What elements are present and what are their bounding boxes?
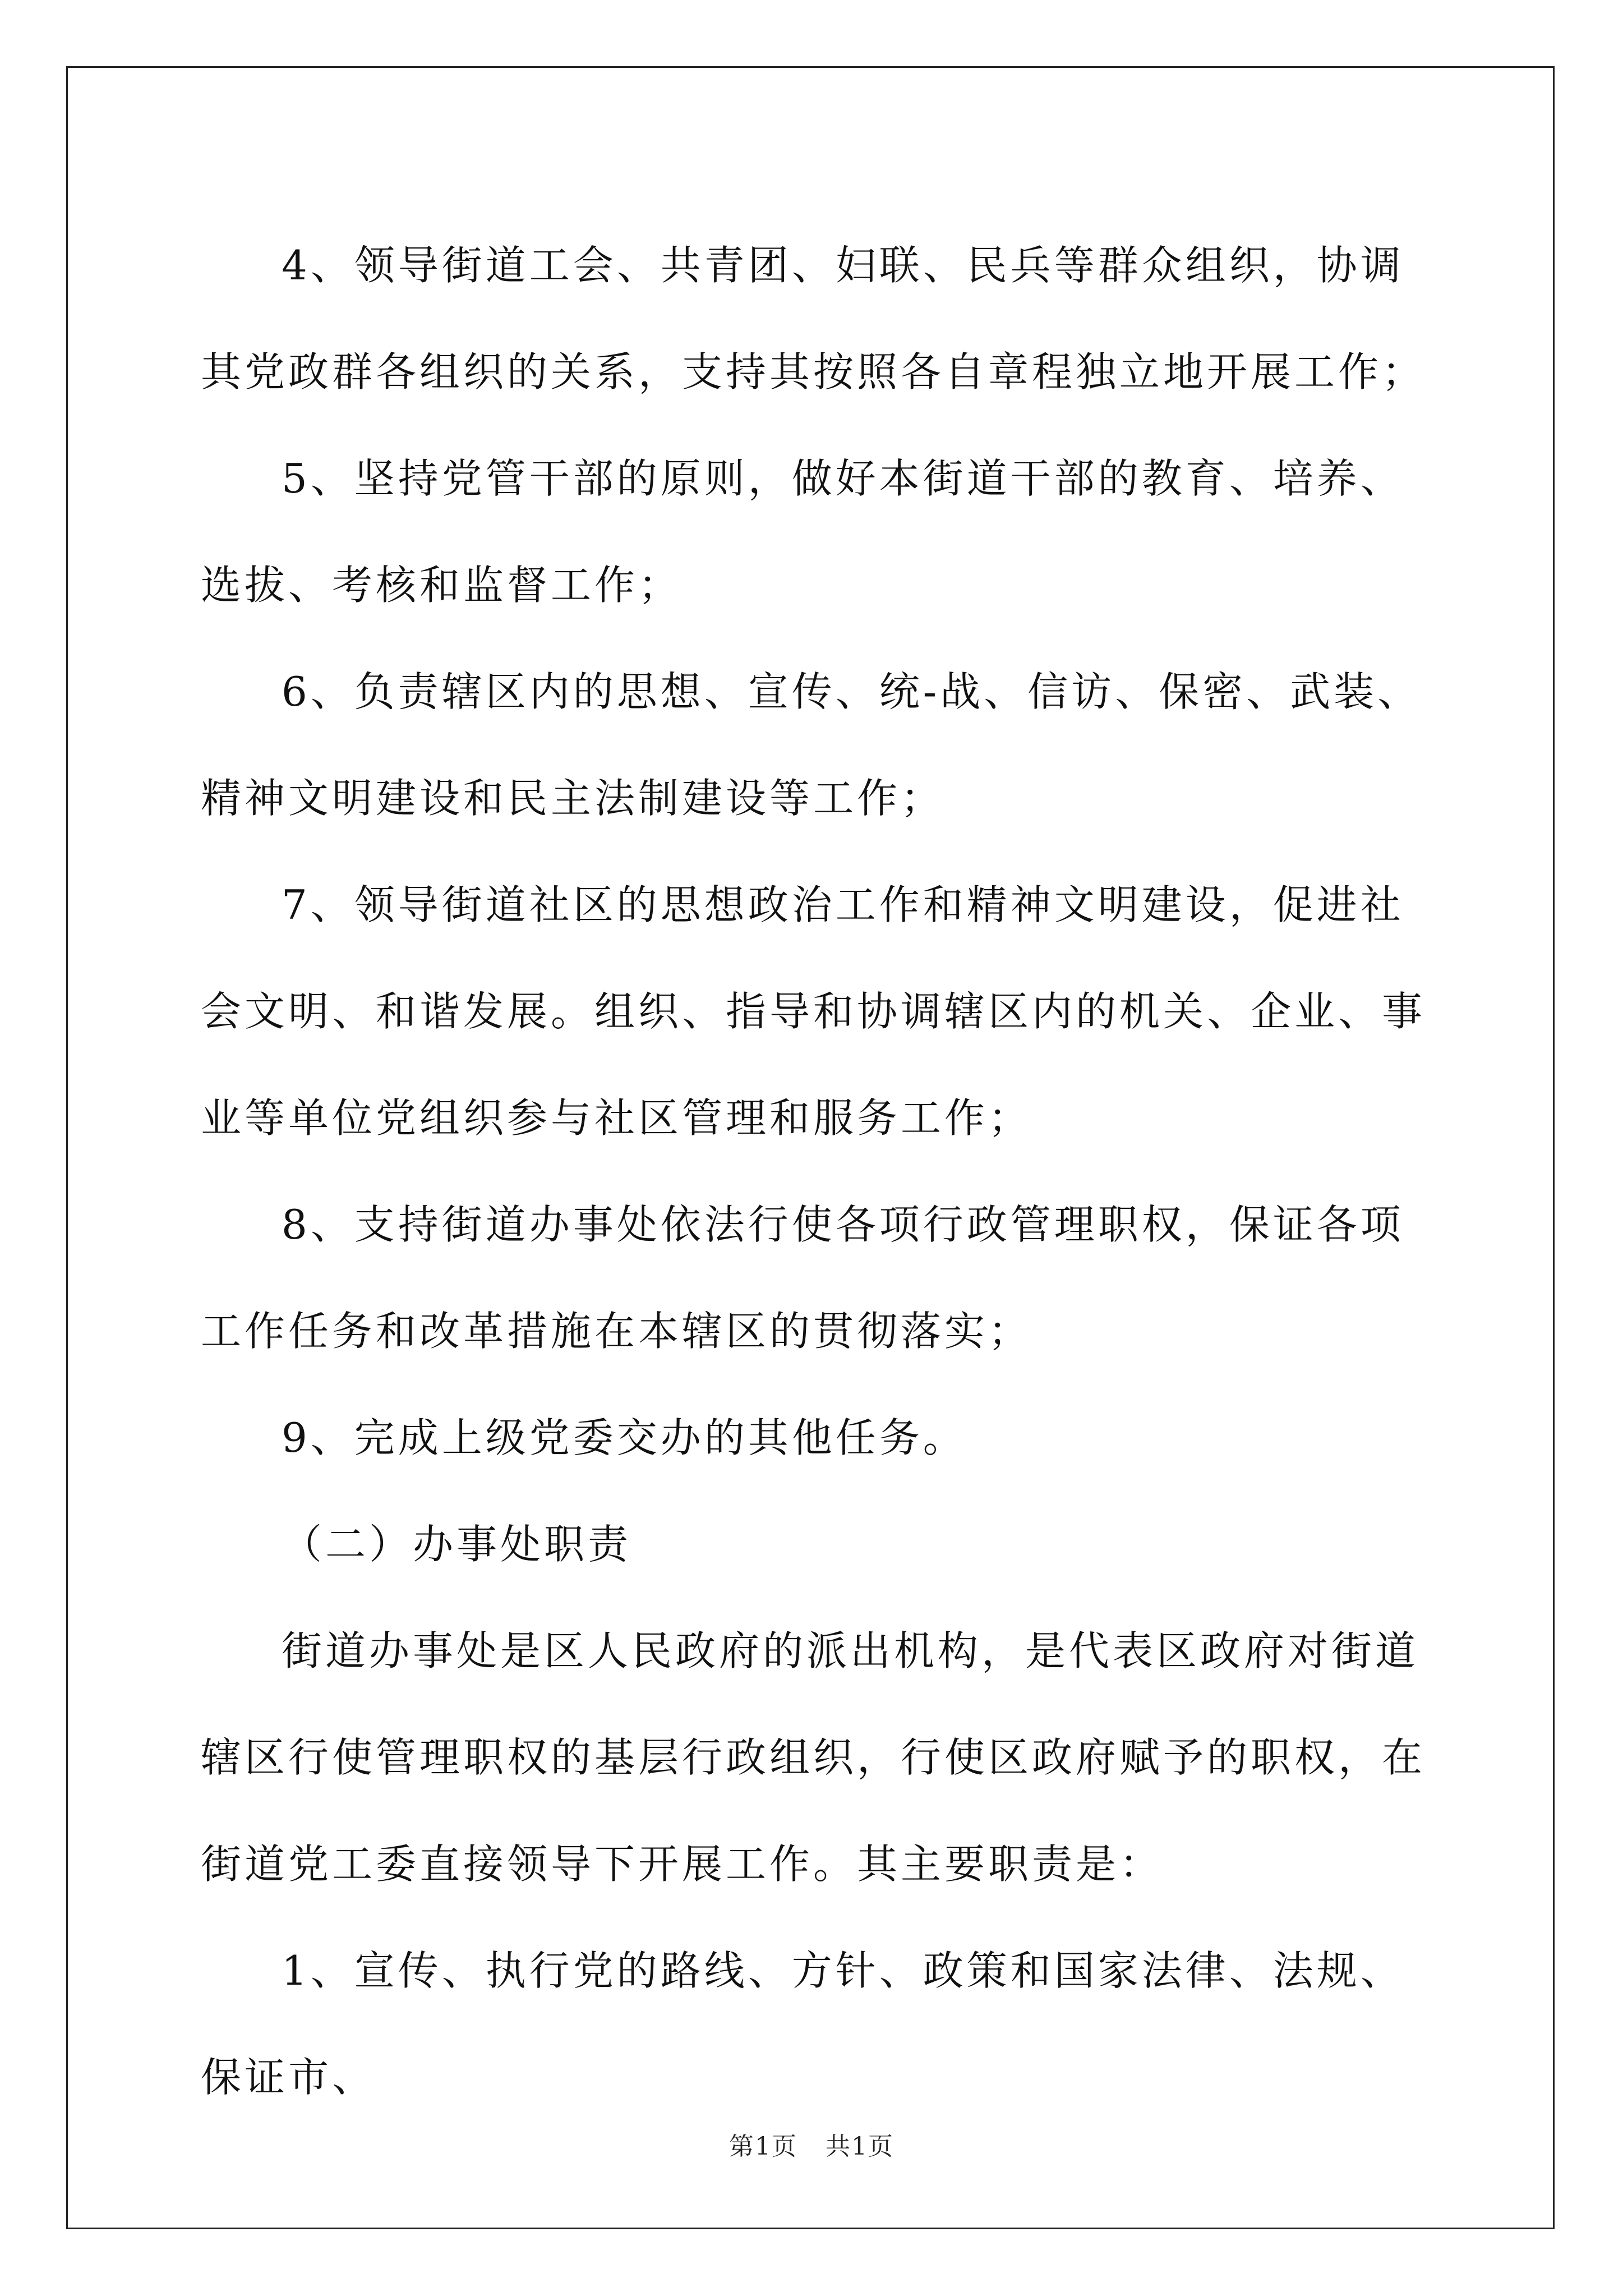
paragraph-item-1: 1、宣传、执行党的路线、方针、政策和国家法律、法规、保证市、 [201, 1947, 1404, 2101]
section-heading: （二）办事处职责 [282, 1521, 632, 1568]
page-footer [0, 2126, 1623, 2162]
paragraph-item-5: 5、坚持党管干部的原则，做好本街道干部的教育、培养、选拔、考核和监督工作； [201, 455, 1404, 609]
paragraph-item-7: 7、领导街道社区的思想政治工作和精神文明建设，促进社会文明、和谐发展。组织、指导和协调辖区内的机关、企业、事业等单位党组织参与社区管理和服务工作； [201, 881, 1426, 1142]
paragraph-item-4: 4、领导街道工会、共青团、妇联、民兵等群众组织，协调其党政群各组织的关系，支持其按照各自章程独立地开展工作； [201, 242, 1426, 395]
paragraph-item-9: 9、完成上级党委交办的其他任务。 [282, 1414, 967, 1461]
paragraph-intro: 街道办事处是区人民政府的派出机构，是代表区政府对街道辖区行使管理职权的基层行政组织，行使区政府赋予的职权，在街道党工委直接领导下开展工作。其主要职责是： [201, 1627, 1426, 1888]
paragraph-item-6: 6、负责辖区内的思想、宣传、统-战、信访、保密、武装、精神文明建设和民主法制建设等工作； [201, 668, 1422, 822]
page-number: 第1页 [729, 2132, 797, 2161]
document-body [201, 212, 1446, 2131]
paragraph-item-8: 8、支持街道办事处依法行使各项行政管理职权，保证各项工作任务和改革措施在本辖区的贯彻落实； [201, 1201, 1404, 1355]
page-total: 共1页 [826, 2132, 894, 2161]
